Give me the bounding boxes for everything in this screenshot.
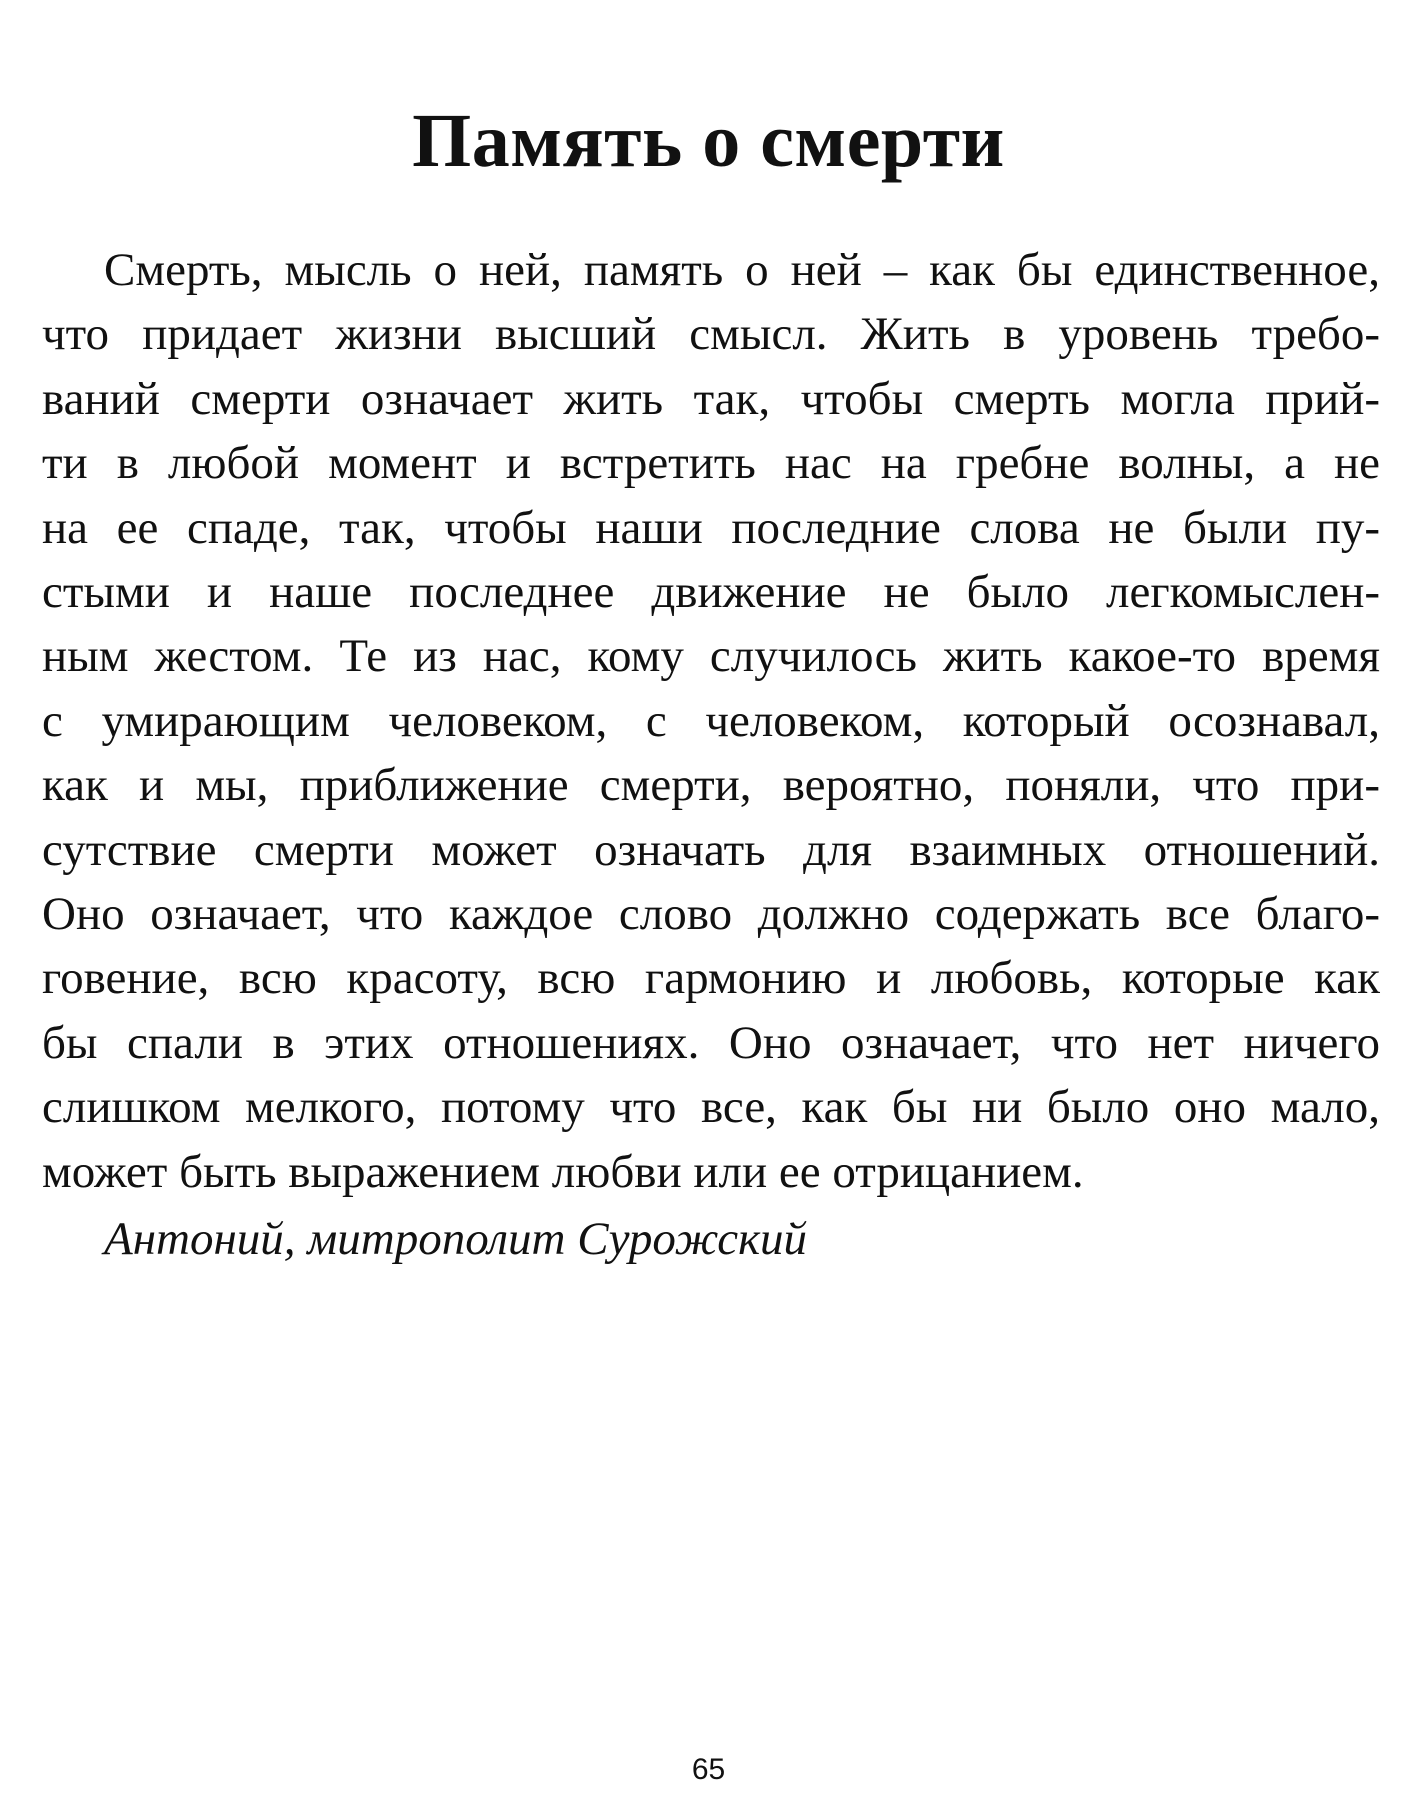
- text-line: ти в любой момент и встретить нас на гребне волны, а не: [42, 437, 1380, 490]
- text-line: как и мы, приближение смерти, вероятно, поняли, что при-: [42, 759, 1380, 812]
- text-line: сутствие смерти может означать для взаимных отношений.: [42, 823, 1380, 876]
- text-line: слишком мелкого, потому что все, как бы ни было оно мало,: [42, 1081, 1380, 1134]
- text-line: что придает жизни высший смысл. Жить в уровень требо-: [42, 308, 1380, 361]
- body-paragraph: [42, 238, 1380, 1204]
- text-line: стыми и наше последнее движение не было легкомыслен-: [42, 566, 1380, 619]
- text-line: ваний смерти означает жить так, чтобы смерть могла прий-: [42, 372, 1380, 425]
- text-line: Оно означает, что каждое слово должно содержать все благо-: [42, 888, 1380, 941]
- text-line: с умирающим человеком, с человеком, который осознавал,: [42, 694, 1380, 747]
- text-line: на ее спаде, так, чтобы наши последние слова не были пу-: [42, 501, 1380, 554]
- page-title: Память о смерти: [412, 99, 1005, 183]
- page-number: 65: [691, 1753, 726, 1786]
- text-line: может быть выражением любви или ее отрицанием.: [42, 1145, 1084, 1198]
- text-line: Смерть, мысль о ней, память о ней – как бы единственное,: [104, 244, 1380, 296]
- text-line: ным жестом. Те из нас, кому случилось жить какое-то время: [42, 630, 1380, 683]
- attribution: Антоний, митрополит Сурожский: [104, 1213, 808, 1265]
- text-line: говение, всю красоту, всю гармонию и любовь, которые как: [42, 952, 1380, 1005]
- text-line: бы спали в этих отношениях. Оно означает, что нет ничего: [42, 1016, 1380, 1069]
